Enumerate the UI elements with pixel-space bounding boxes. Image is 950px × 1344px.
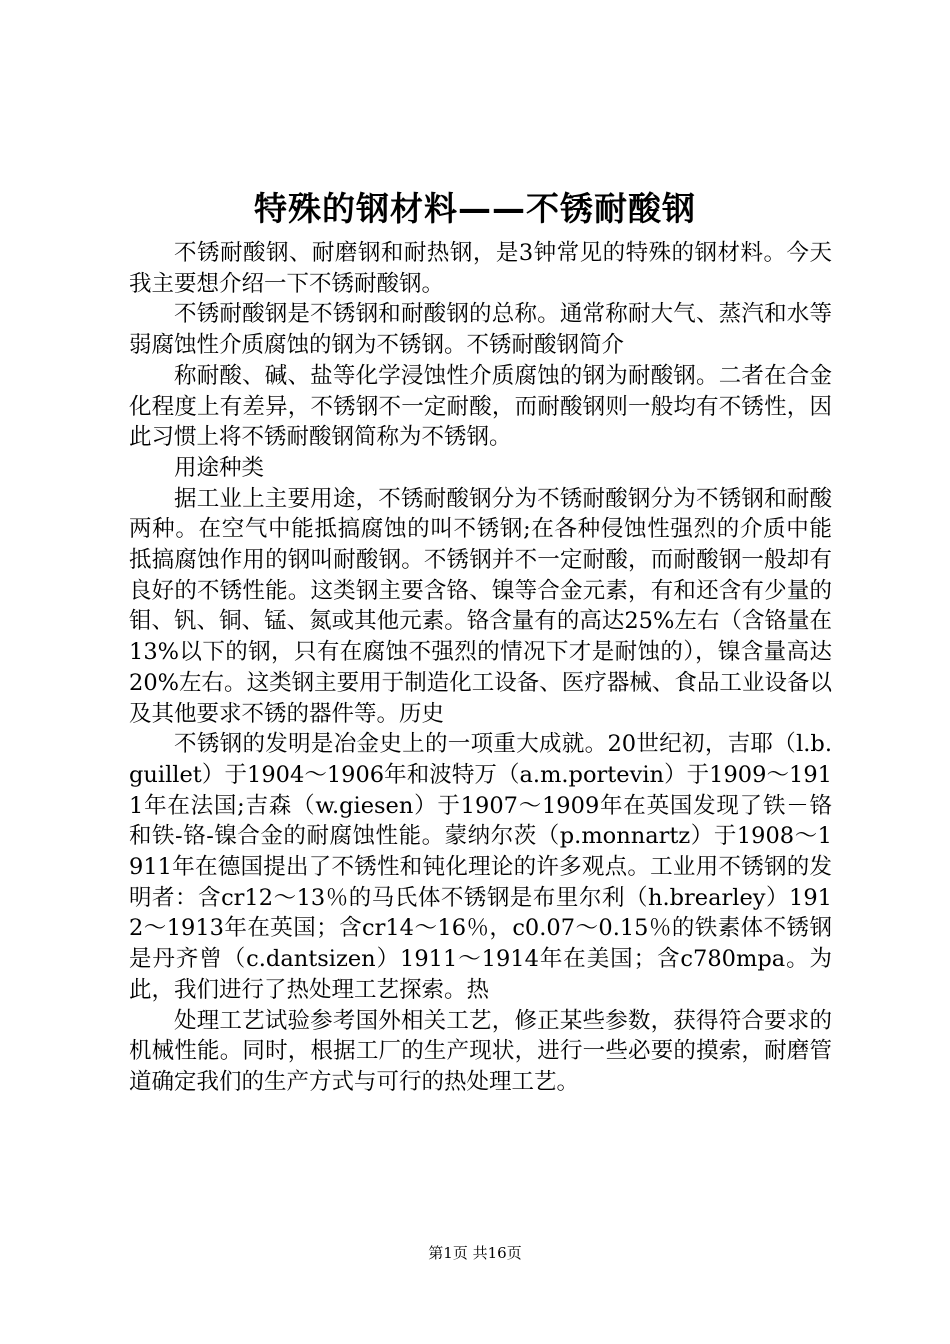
page-title: 特殊的钢材料——不锈耐酸钢 <box>254 189 696 228</box>
paragraph: 不锈耐酸钢、耐磨钢和耐热钢，是3钟常见的特殊的钢材料。今天我主要想介绍一下不锈耐酸钢。 <box>129 240 832 297</box>
paragraph: 据工业上主要用途，不锈耐酸钢分为不锈耐酸钢分为不锈钢和耐酸两种。在空气中能抵搞腐蚀的叫不锈钢;在各种侵蚀性强烈的介质中能抵搞腐蚀作用的钢叫耐酸钢。不锈钢并不一定耐酸，而耐酸钢一般却有良好的不锈性能。这类钢主要含铬、镍等合金元素，有和还含有少量的钼、钒、铜、锰、氮或其他元素。铬含量有的高达25%左右（含铬量在13%以下的钢，只有在腐蚀不强烈的情况下才是耐蚀的），镍含量高达20%左右。这类钢主要用于制造化工设备、医疗器械、食品工业设备以及其他要求不锈的器件等。历史 <box>129 485 832 727</box>
paragraph: 不锈钢的发明是冶金史上的一项重大成就。20世纪初，吉耶（l.b.guillet）于1904～1906年和波特万（a.m.portevin）于1909～1911年在法国;吉森（w.giesen）于1907～1909年在英国发现了铁－铬和铁-铬-镍合金的耐腐蚀性能。蒙纳尔茨（p.monnartz）于1908～1911年在德国提出了不锈性和钝化理论的许多观点。工业用不锈钢的发明者：含cr12～13％的马氏体不锈钢是布里尔利（h.brearley）1912～1913年在英国；含cr14～16％，c0.07～0.15％的铁素体不锈钢是丹齐曾（c.dantsizen）1911～1914年在美国；含c780mpa。为此，我们进行了热处理工艺探索。热 <box>129 731 832 1003</box>
paragraph: 称耐酸、碱、盐等化学浸蚀性介质腐蚀的钢为耐酸钢。二者在合金化程度上有差异，不锈钢不一定耐酸，而耐酸钢则一般均有不锈性，因此习惯上将不锈耐酸钢简称为不锈钢。 <box>129 362 832 451</box>
document-body <box>129 238 832 1098</box>
paragraph: 不锈耐酸钢是不锈钢和耐酸钢的总称。通常称耐大气、蒸汽和水等弱腐蚀性介质腐蚀的钢为不锈钢。不锈耐酸钢简介 <box>129 301 832 359</box>
paragraph: 处理工艺试验参考国外相关工艺，修正某些参数，获得符合要求的机械性能。同时，根据工厂的生产现状，进行一些必要的摸索，耐磨管道确定我们的生产方式与可行的热处理工艺。 <box>129 1007 832 1095</box>
page-number: 第1页 共16页 <box>428 1244 522 1262</box>
section-heading: 用途种类 <box>174 454 265 481</box>
